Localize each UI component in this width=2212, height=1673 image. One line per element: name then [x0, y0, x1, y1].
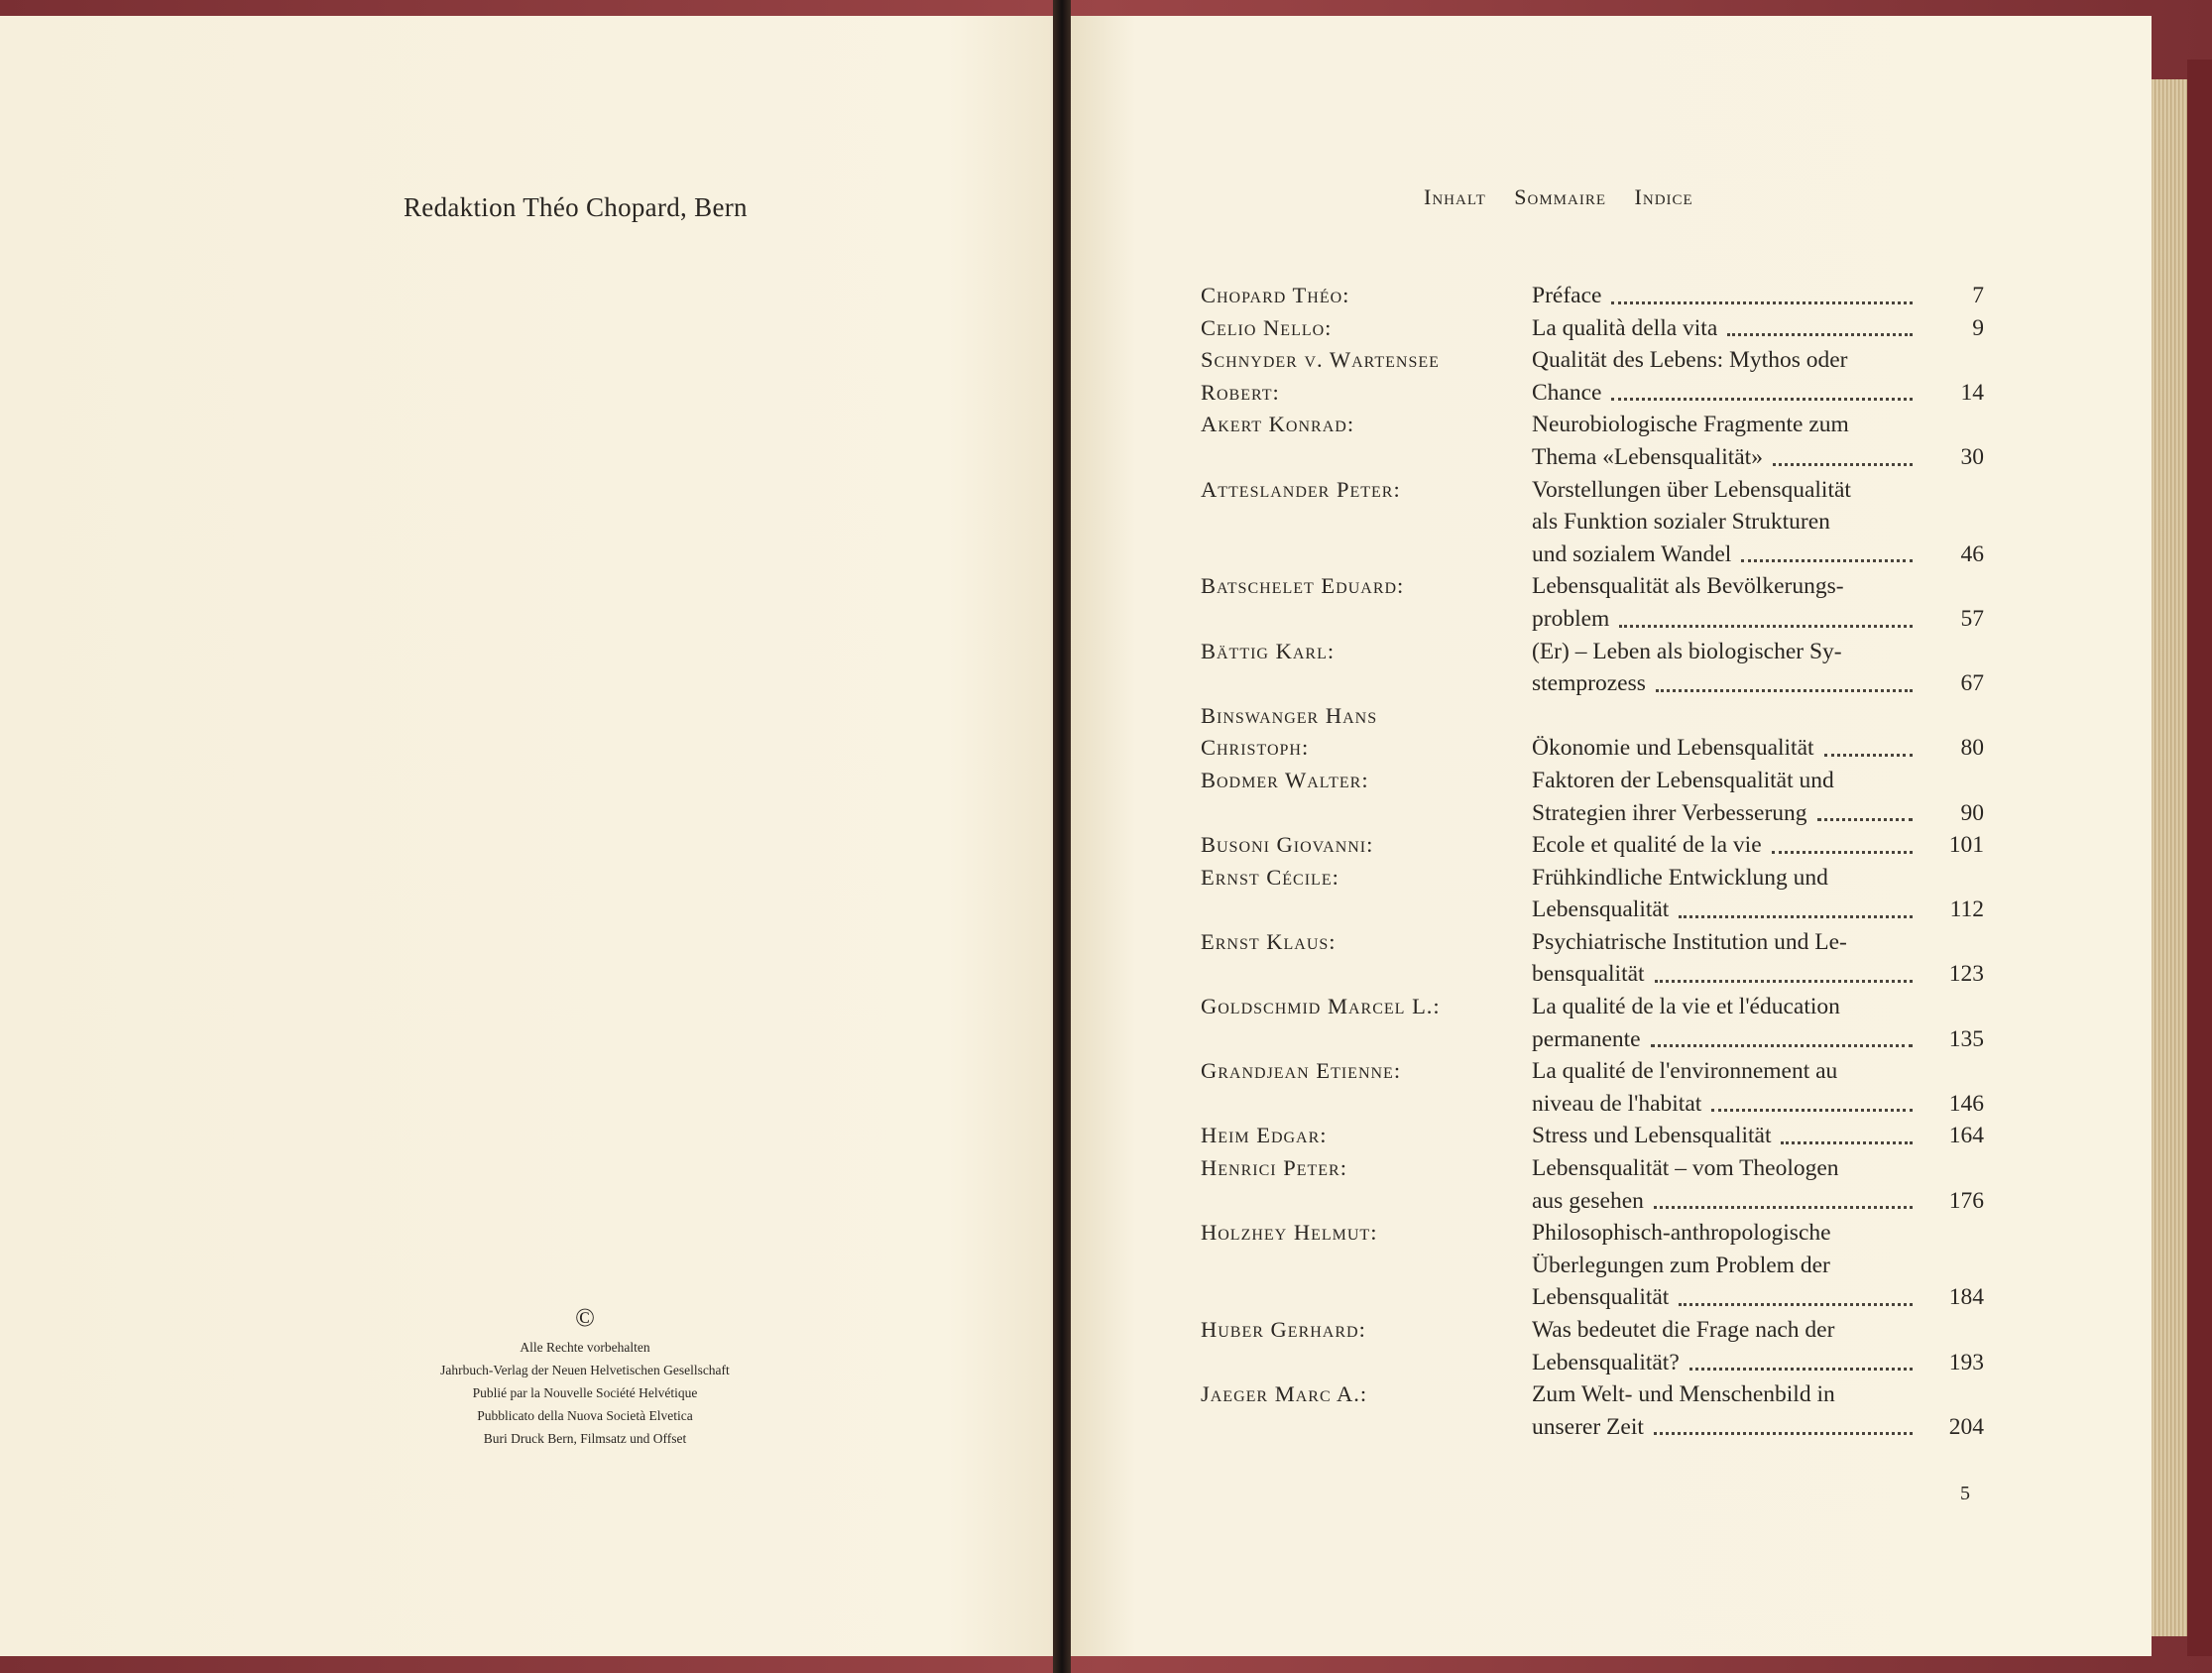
toc-title-text: Lebensqualität – vom Theologen — [1532, 1155, 1839, 1182]
page-number: 5 — [1960, 1483, 1970, 1504]
toc-line — [1201, 441, 1984, 474]
toc-author: Batschelet Eduard: — [1201, 573, 1405, 599]
toc-line — [1201, 1347, 1984, 1379]
toc-page-number: 112 — [1949, 896, 1984, 923]
toc-author: Busoni Giovanni: — [1201, 832, 1374, 858]
toc-title-text: Was bedeutet die Frage nach der — [1532, 1317, 1835, 1343]
toc-title — [1532, 603, 1921, 636]
toc-page-number: 90 — [1960, 799, 1984, 826]
toc-line — [1201, 312, 1984, 345]
toc-title-text: und sozialem Wandel — [1532, 540, 1732, 567]
toc-title-text: permanente — [1532, 1025, 1641, 1052]
toc-author: Grandjean Etienne: — [1201, 1058, 1402, 1084]
toc-title-text: als Funktion sozialer Strukturen — [1532, 509, 1830, 536]
toc-title — [1532, 1347, 1921, 1379]
toc-line — [1201, 958, 1984, 991]
toc-title-text: bensqualität — [1532, 961, 1645, 988]
copyright-block — [357, 1300, 813, 1450]
toc-line — [1201, 829, 1984, 862]
toc-author: Binswanger Hans — [1201, 702, 1378, 728]
toc-page-number: 204 — [1948, 1413, 1984, 1440]
toc-title-text: Zum Welt- und Menschenbild in — [1532, 1381, 1835, 1408]
toc-title-text: Philosophisch-anthropologische — [1532, 1220, 1831, 1247]
toc-title-text: Préface — [1532, 283, 1602, 308]
toc-title — [1532, 377, 1921, 410]
toc-line — [1201, 1023, 1984, 1056]
toc-page-number: 146 — [1948, 1090, 1984, 1117]
toc-title — [1532, 1185, 1921, 1218]
toc-page-number: 176 — [1948, 1187, 1984, 1214]
toc-title-text: Ökonomie und Lebensqualität — [1532, 735, 1814, 762]
copyright-line: Publié par la Nouvelle Société Helvétique — [472, 1385, 698, 1400]
toc-title-text: Faktoren der Lebensqualität und — [1532, 767, 1834, 793]
toc-line — [1201, 538, 1984, 571]
toc-title — [1532, 474, 1921, 507]
toc-line — [1201, 1217, 1984, 1250]
toc-title — [1532, 732, 1921, 765]
toc-title-text: Vorstellungen über Lebensqualität — [1532, 476, 1851, 503]
toc-author: Schnyder v. Wartensee — [1201, 347, 1440, 373]
toc-page-number: 46 — [1960, 540, 1984, 567]
toc-page-number: 14 — [1960, 379, 1984, 406]
copyright-symbol: © — [575, 1303, 595, 1332]
toc-page-number: 123 — [1948, 961, 1984, 988]
toc-author: Henrici Peter: — [1201, 1155, 1347, 1181]
copyright-line: Pubblicato della Nuova Società Elvetica — [477, 1408, 693, 1423]
toc-title-text: Strategien ihrer Verbesserung — [1532, 799, 1807, 826]
toc-line — [1201, 732, 1984, 765]
toc-title — [1532, 667, 1921, 700]
back-cover-edge — [2187, 60, 2212, 1656]
toc-title — [1532, 1281, 1921, 1314]
table-of-contents — [1201, 280, 1984, 1443]
toc-page-number: 193 — [1948, 1349, 1984, 1375]
page-fore-edge — [2152, 79, 2187, 1636]
toc-heading — [1424, 184, 1715, 210]
toc-title — [1532, 312, 1921, 345]
toc-title — [1532, 1120, 1921, 1152]
toc-page-number: 7 — [1972, 283, 1984, 308]
toc-title-text: Frühkindliche Entwicklung und — [1532, 864, 1828, 891]
toc-title-text: Thema «Lebensqualität» — [1532, 443, 1763, 470]
toc-author: Christoph: — [1201, 735, 1310, 761]
toc-title-text: niveau de l'habitat — [1532, 1090, 1702, 1117]
toc-author: Bodmer Walter: — [1201, 767, 1369, 792]
copyright-line: Jahrbuch-Verlag der Neuen Helvetischen Gesellschaft — [440, 1363, 730, 1377]
toc-page-number: 135 — [1948, 1025, 1984, 1052]
copyright-line: Alle Rechte vorbehalten — [520, 1340, 650, 1355]
toc-title-text: Qualität des Lebens: Mythos oder — [1532, 347, 1848, 374]
toc-title-text: Lebensqualität? — [1532, 1349, 1680, 1375]
copyright-line: Buri Druck Bern, Filmsatz und Offset — [483, 1431, 687, 1446]
toc-title-text: Lebensqualität als Bevölkerungs- — [1532, 573, 1844, 600]
toc-title-text: Psychiatrische Institution und Le- — [1532, 928, 1847, 955]
toc-title-text: La qualité de la vie et l'éducation — [1532, 994, 1840, 1020]
toc-author: Ernst Klaus: — [1201, 928, 1337, 954]
heading-sommaire: Sommaire — [1514, 184, 1607, 209]
toc-author: Goldschmid Marcel L.: — [1201, 994, 1441, 1019]
toc-author: Akert Konrad: — [1201, 412, 1355, 437]
toc-title-text: Ecole et qualité de la vie — [1532, 832, 1762, 859]
toc-author: Robert: — [1201, 379, 1280, 405]
toc-title — [1532, 1411, 1921, 1444]
left-page — [0, 16, 1053, 1656]
toc-page-number: 101 — [1948, 832, 1984, 859]
toc-title — [1532, 829, 1921, 862]
toc-page-number: 164 — [1948, 1123, 1984, 1149]
heading-inhalt: Inhalt — [1424, 184, 1486, 209]
book-gutter — [1053, 0, 1071, 1673]
toc-author: Bättig Karl: — [1201, 638, 1336, 663]
toc-author: Celio Nello: — [1201, 314, 1333, 340]
toc-title-text: Lebensqualität — [1532, 896, 1670, 923]
toc-line — [1201, 1411, 1984, 1444]
toc-page-number: 80 — [1960, 735, 1984, 762]
toc-author: Ernst Cécile: — [1201, 864, 1339, 890]
toc-line — [1201, 603, 1984, 636]
toc-title — [1532, 958, 1921, 991]
toc-title-text: La qualità della vita — [1532, 314, 1718, 341]
toc-page-number: 9 — [1972, 314, 1984, 341]
toc-title-text: Stress und Lebensqualität — [1532, 1123, 1772, 1149]
heading-indice: Indice — [1634, 184, 1693, 209]
toc-page-number: 57 — [1960, 605, 1984, 632]
toc-page-number: 30 — [1960, 443, 1984, 470]
toc-author: Jaeger Marc A.: — [1201, 1381, 1368, 1407]
toc-title — [1532, 441, 1921, 474]
toc-title-text: Chance — [1532, 379, 1602, 406]
toc-author: Huber Gerhard: — [1201, 1317, 1366, 1342]
toc-line — [1201, 1185, 1984, 1218]
toc-author: Atteslander Peter: — [1201, 476, 1401, 502]
toc-title-text: Lebensqualität — [1532, 1284, 1670, 1311]
toc-title — [1532, 538, 1921, 571]
toc-title-text: Neurobiologische Fragmente zum — [1532, 412, 1849, 438]
toc-title-text: unserer Zeit — [1532, 1413, 1644, 1440]
toc-author: Holzhey Helmut: — [1201, 1220, 1378, 1246]
toc-author: Heim Edgar: — [1201, 1123, 1328, 1148]
toc-title-text: La qualité de l'environnement au — [1532, 1058, 1838, 1085]
toc-line — [1201, 894, 1984, 926]
toc-line — [1201, 474, 1984, 507]
toc-author: Chopard Théo: — [1201, 283, 1350, 307]
toc-line — [1201, 1120, 1984, 1152]
editor-line: Redaktion Théo Chopard, Bern — [404, 192, 748, 222]
toc-title — [1532, 894, 1921, 926]
toc-line — [1201, 1281, 1984, 1314]
toc-title-text: problem — [1532, 605, 1610, 632]
toc-title-text: stemprozess — [1532, 670, 1646, 697]
toc-page-number: 67 — [1960, 670, 1984, 697]
toc-title-text: Überlegungen zum Problem der — [1532, 1252, 1830, 1278]
toc-line — [1201, 377, 1984, 410]
toc-line — [1201, 667, 1984, 700]
toc-title — [1532, 1023, 1921, 1056]
toc-title-text: aus gesehen — [1532, 1187, 1644, 1214]
toc-page-number: 184 — [1948, 1284, 1984, 1311]
toc-title — [1532, 1217, 1921, 1250]
toc-title-text: (Er) – Leben als biologischer Sy- — [1532, 638, 1842, 664]
